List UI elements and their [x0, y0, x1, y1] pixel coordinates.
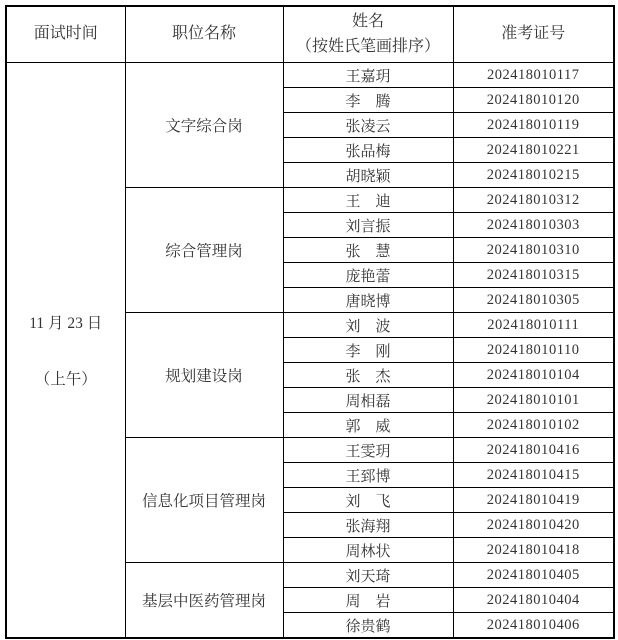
interview-date: 11 月 23 日	[29, 315, 103, 332]
ticket-number: 202418010104	[453, 363, 614, 388]
ticket-number: 202418010416	[453, 438, 614, 463]
candidate-name: 张 杰	[283, 363, 453, 388]
ticket-number: 202418010418	[453, 538, 614, 563]
position-cell: 规划建设岗	[125, 313, 283, 438]
candidate-name: 徐贵鹤	[283, 613, 453, 639]
header-position-name: 职位名称	[125, 6, 283, 63]
ticket-number: 202418010310	[453, 238, 614, 263]
candidate-name: 王郅博	[283, 463, 453, 488]
candidate-name: 张 慧	[283, 238, 453, 263]
ticket-number: 202418010315	[453, 263, 614, 288]
interview-time-cell	[6, 63, 125, 639]
interview-schedule-table	[5, 5, 615, 639]
position-cell: 基层中医药管理岗	[125, 563, 283, 639]
header-row	[6, 6, 614, 63]
ticket-number: 202418010312	[453, 188, 614, 213]
candidate-name: 郭 威	[283, 413, 453, 438]
candidate-name: 周林状	[283, 538, 453, 563]
ticket-number: 202418010110	[453, 338, 614, 363]
ticket-number: 202418010420	[453, 513, 614, 538]
ticket-number: 202418010119	[453, 113, 614, 138]
candidate-name: 王嘉玥	[283, 63, 453, 88]
ticket-number: 202418010215	[453, 163, 614, 188]
candidate-name: 刘天琦	[283, 563, 453, 588]
ticket-number: 202418010303	[453, 213, 614, 238]
interview-period: （上午）	[34, 371, 97, 388]
position-cell: 信息化项目管理岗	[125, 438, 283, 563]
candidate-name: 王 迪	[283, 188, 453, 213]
candidate-name: 李 腾	[283, 88, 453, 113]
candidate-name: 张凌云	[283, 113, 453, 138]
ticket-number: 202418010406	[453, 613, 614, 639]
header-name-line1: 姓名	[351, 12, 384, 30]
ticket-number: 202418010415	[453, 463, 614, 488]
candidate-name: 周相磊	[283, 388, 453, 413]
candidate-name: 唐晓博	[283, 288, 453, 313]
ticket-number: 202418010120	[453, 88, 614, 113]
ticket-number: 202418010117	[453, 63, 614, 88]
ticket-number: 202418010419	[453, 488, 614, 513]
position-cell: 综合管理岗	[125, 188, 283, 313]
ticket-number: 202418010404	[453, 588, 614, 613]
candidate-name: 张品梅	[283, 138, 453, 163]
header-ticket-number: 准考证号	[453, 6, 614, 63]
candidate-name: 李 刚	[283, 338, 453, 363]
candidate-name: 庞艳蕾	[283, 263, 453, 288]
position-cell: 文字综合岗	[125, 63, 283, 188]
header-name-line2: （按姓氏笔画排序）	[295, 37, 440, 55]
ticket-number: 202418010102	[453, 413, 614, 438]
candidate-name: 张海翔	[283, 513, 453, 538]
ticket-number: 202418010405	[453, 563, 614, 588]
ticket-number: 202418010305	[453, 288, 614, 313]
table-row	[6, 63, 614, 88]
candidate-name: 周 岩	[283, 588, 453, 613]
candidate-name: 刘 波	[283, 313, 453, 338]
header-interview-time: 面试时间	[6, 6, 125, 63]
ticket-number: 202418010221	[453, 138, 614, 163]
ticket-number: 202418010111	[453, 313, 614, 338]
header-candidate-name	[283, 6, 453, 63]
candidate-name: 刘言振	[283, 213, 453, 238]
candidate-name: 刘 飞	[283, 488, 453, 513]
candidate-name: 胡晓颖	[283, 163, 453, 188]
candidate-name: 王雯玥	[283, 438, 453, 463]
ticket-number: 202418010101	[453, 388, 614, 413]
